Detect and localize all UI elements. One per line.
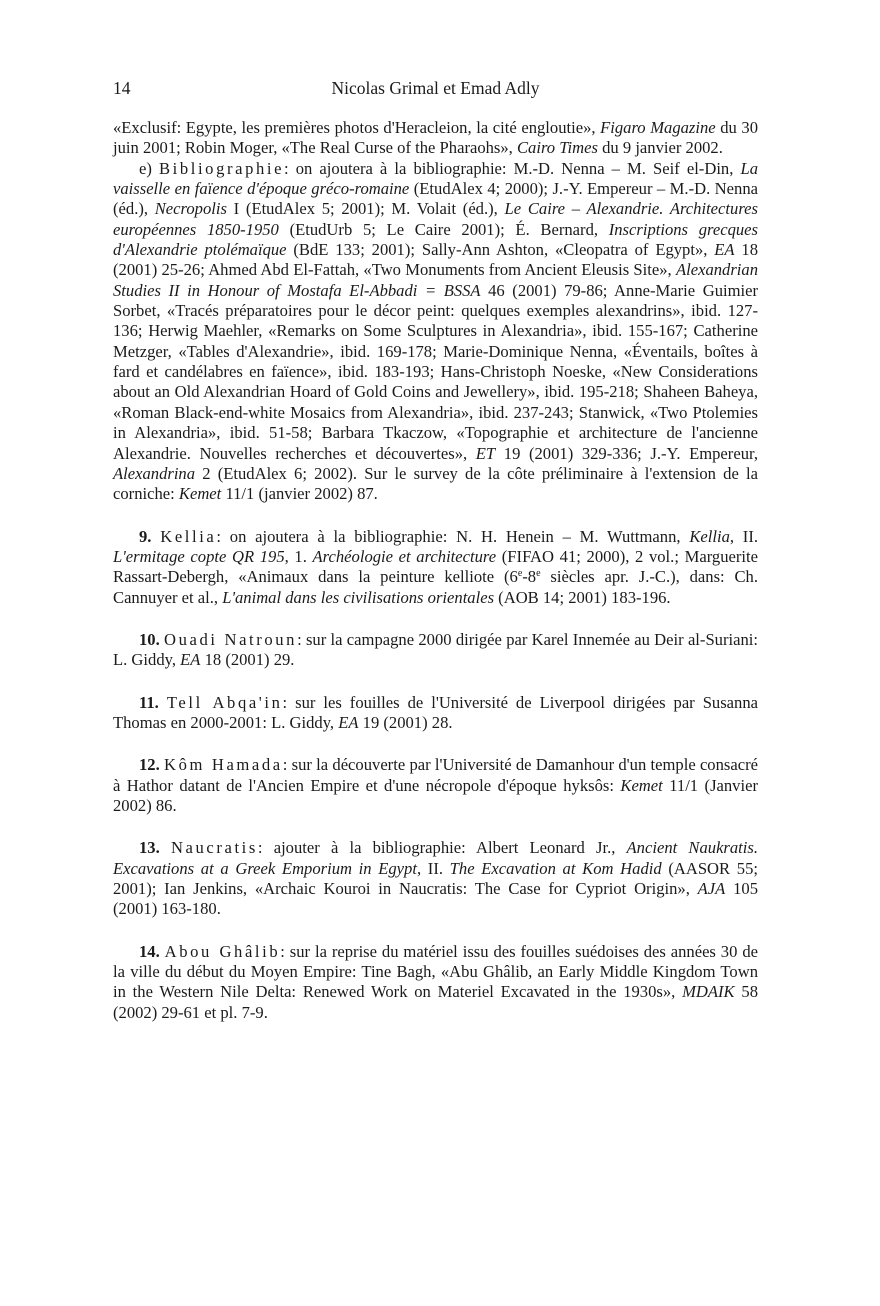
section-e-paragraph: e) Bibliographie: on ajoutera à la bibliographie: M.-D. Nenna – M. Seif el-Din, La vaisselle en faïence d'époque gréco-romaine (EtudAlex 4; 2000); J.-Y. Empereur – M.-D. Nenna (éd.), Necropolis I (EtudAlex 5; 2001); M. Volait (éd.), Le Caire – Alexandrie. Architectures européennes 1850-1950 (EtudUrb 5; Le Caire 2001); É. Bernard, Inscriptions grecques d'Alexandrie ptolémaïque (BdE 133; 2001); Sally-Ann Ashton, «Cleopatra of Egypt», EA 18 (2001) 25-26; Ahmed Abd El-Fattah, «Two Monuments from Ancient Eleusis Site», Alexandrian Studies II in Honour of Mostafa El-Abbadi = BSSA 46 (2001) 79-86; Anne-Marie Guimier Sorbet, «Tracés préparatoires pour le décor peint: quelques exemples alexandrins», ibid. 127-136; Herwig Maehler, «Remarks on Some Sculptures in Alexandria», ibid. 155-167; Catherine Metzger, «Tables d'Alexandrie», ibid. 169-178; Marie-Dominique Nenna, «Éventails, boîtes à fard et candélabres en faïence», ibid. 183-193; Hans-Christoph Noeske, «New Considerations about an Old Alexandrian Hoard of Gold Coins and Jewellery», ibid. 195-218; Shaheen Baheya, «Roman Black-end-white Mosaics from Alexandria», ibid. 237-243; Stanwick, «Two Ptolemies in Alexandria», ibid. 51-58; Barbara Tkaczow, «Topographie et architecture de l'ancienne Alexandrie. Nouvelles recherches et découvertes», ET 19 (2001) 329-336; J.-Y. Empereur, Alexandrina 2 (EtudAlex 6; 2002). Sur le survey de la côte préliminaire à l'extension de la corniche: Kemet 11/1 (janvier 2002) 87. — [113, 158, 759, 504]
entry-number: 11. — [139, 692, 159, 712]
page-body — [113, 118, 758, 1023]
entry-number: 13. — [139, 838, 160, 858]
entry-number: 14. — [139, 941, 160, 961]
running-title: Nicolas Grimal et Emad Adly — [331, 78, 540, 98]
section-heading: Bibliographie — [158, 158, 285, 178]
entry-heading: Tell Abqa'in — [166, 692, 283, 712]
continued-paragraph: «Exclusif: Egypte, les premières photos d'Heracleion, la cité engloutie», Figaro Magazine du 30 juin 2001; Robin Moger, «The Real Curse of the Pharaohs», Cairo Times du 9 janvier 2002. — [113, 118, 759, 158]
entry-14: 14. Abou Ghâlib: sur la reprise du matériel issu des fouilles suédoises des années 30 de la ville du début du Moyen Empire: Tine Bagh, «Abu Ghâlib, an Early Middle Kingdom Town in the Western Nile Delta: Renewed Work on Materiel Excavated in the 1930s», MDAIK 58 (2002) 29-61 et pl. 7-9. — [113, 941, 758, 1022]
entry-9: 9. Kellia: on ajoutera à la bibliographie: N. H. Henein – M. Wuttmann, Kellia, II. L'ermitage copte QR 195, 1. Archéologie et architecture (FIFAO 41; 2000), 2 vol.; Marguerite Rassart-Debergh, «Animaux dans la peinture kelliote (6e-8e siècles apr. J.-C.), dans: Ch. Cannuyer et al., L'animal dans les civilisations orientales (AOB 14; 2001) 183-196. — [113, 526, 758, 607]
entry-heading: Abou Ghâlib — [164, 941, 281, 961]
entry-heading: Kôm Hamada — [164, 755, 283, 775]
entry-number: 12. — [139, 755, 160, 775]
entry-heading: Ouadi Natroun — [164, 629, 298, 649]
entry-heading: Naucratis — [170, 838, 258, 858]
entry-13: 13. Naucratis: ajouter à la bibliographie: Albert Leonard Jr., Ancient Naukratis. Excavations at a Greek Emporium in Egypt, II. The Excavation at Kom Hadid (AASOR 55; 2001); Ian Jenkins, «Archaic Kouroi in Naucratis: The Case for Cypriot Origin», AJA 105 (2001) 163-180. — [113, 838, 759, 919]
entry-10: 10. Ouadi Natroun: sur la campagne 2000 dirigée par Karel Innemée au Deir al-Suriani: L. Giddy, EA 18 (2001) 29. — [113, 629, 758, 670]
page-header — [113, 78, 758, 102]
page-number: 14 — [113, 78, 131, 98]
entry-heading: Kellia — [160, 526, 217, 546]
entry-number: 9. — [139, 526, 152, 546]
entry-number: 10. — [139, 629, 160, 649]
entry-12: 12. Kôm Hamada: sur la découverte par l'Université de Damanhour d'un temple consacré à Hathor datant de l'Ancien Empire et d'une nécropole d'époque hyksôs: Kemet 11/1 (Janvier 2002) 86. — [113, 755, 758, 815]
entry-11: 11. Tell Abqa'in: sur les fouilles de l'Université de Liverpool dirigées par Susanna Thomas en 2000-2001: L. Giddy, EA 19 (2001) 28. — [113, 692, 758, 732]
